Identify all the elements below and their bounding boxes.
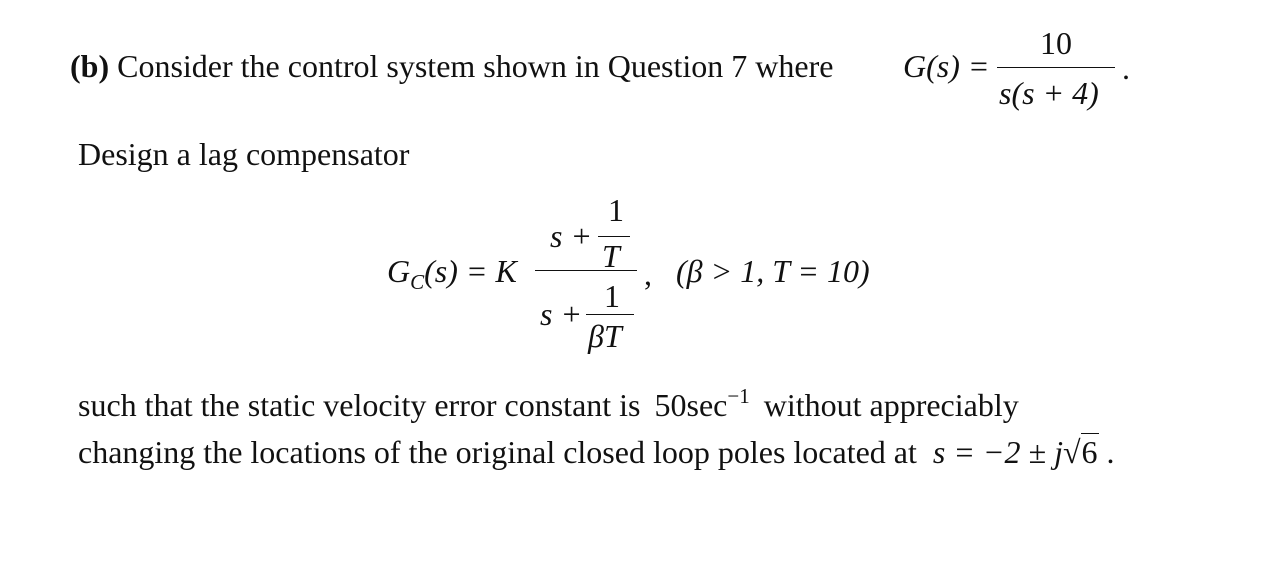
kv-value: 50sec: [654, 387, 728, 423]
denominator-frac-num: 1: [604, 278, 620, 314]
requirement-line-2-text: changing the locations of the original closed loop poles located at: [78, 434, 917, 470]
compensator-lhs: [387, 253, 517, 294]
kv-exponent: −1: [727, 384, 750, 408]
compensator-subscript: C: [410, 270, 425, 294]
plant-denominator: s(s + 4): [999, 75, 1099, 111]
compensator-G: G: [387, 253, 411, 289]
design-line: Design a lag compensator: [78, 136, 410, 172]
poles-root-value: 6: [1081, 434, 1098, 470]
requirement-text-end: without appreciably: [763, 387, 1019, 423]
sqrt-sign: √: [1062, 434, 1081, 470]
numerator-frac-num: 1: [608, 192, 624, 228]
requirement-line-2: [78, 436, 1115, 468]
requirement-line-1: [78, 384, 1019, 423]
part-label: (b): [70, 48, 110, 84]
plant-trailing-period: .: [1122, 50, 1130, 86]
intro-text: Consider the control system shown in Question 7 where: [117, 48, 834, 84]
denominator-inner-bar: [586, 314, 634, 315]
numerator-frac-den: T: [602, 238, 620, 274]
requirement-text-start: such that the static velocity error constant is: [78, 387, 641, 423]
compensator-lhs-rest: (s) = K: [424, 253, 517, 289]
numerator-s-plus: s +: [550, 218, 593, 254]
compensator-main-fraction-bar: [535, 270, 637, 271]
numerator-inner-bar: [598, 236, 630, 237]
compensator-comma: ,: [644, 256, 652, 292]
compensator-conditions: (β > 1, T = 10): [676, 253, 870, 289]
question-intro-line: [70, 50, 833, 82]
plant-numerator: 10: [1040, 25, 1072, 61]
plant-lhs: G(s) =: [903, 48, 990, 84]
denominator-frac-den: βT: [588, 318, 622, 354]
poles-expression: s = −2 ± j: [932, 434, 1063, 470]
denominator-s-plus: s +: [540, 296, 583, 332]
poles-period: .: [1106, 434, 1115, 470]
plant-fraction-bar: [997, 67, 1115, 68]
